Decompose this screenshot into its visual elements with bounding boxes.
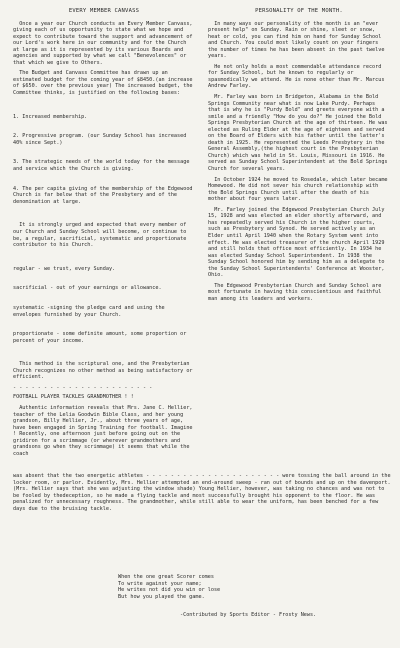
definition-item: systematic -signing the pledge card and using the envelopes furnished by your Church. (13, 304, 168, 318)
list-item: 3. The strategic needs of the world today for the message and service which the Church is giving. (13, 159, 193, 173)
list-item: 1. Increased membership. (13, 113, 88, 120)
list-item: 4. The per capita giving of the membership of the Edgewood Church is far below that of the Presbytery and of the denomination at large. (13, 185, 196, 205)
canvass-urge: It is strongly urged and expected that every member of our Church and Sunday School will become, or continue to be, a regular, sacrificial, systematic and proportionate contributor to his Church. (13, 222, 190, 249)
personality-name: He not only holds a most commendable attendance record for Sunday School, but he known to regularly or spasmodically we attend. He is none other than Mr. Marcus Andrew Farley. (208, 63, 388, 90)
canvass-intro: Once a year our Church conducts an Every Member Canvass, giving each of us opportunity to state what we hope and expect to contribute toward the support and advancement of our Lord's work here in our community and for the Church at large as it is represented by its various Boards and agencies and supported by what we call "Benevolences" or that which we give to Others. (13, 20, 196, 66)
right-column (208, 8, 390, 306)
personality-move: In October 1924 he moved to Rosedale, which later became Homewood. He did not sever his church relationship with the Bold Springs Church until after the death of his mother about four years later. (208, 176, 391, 203)
left-column (13, 8, 195, 461)
personality-biography: Mr. Farley was born in Bridgeton, Alabama in the Bold Springs Community near what is now Lake Purdy. Perhaps that is why he is "Purdy Bold" and greets everyone with a smile and a friendly "How do you do?" He joined the Bold Springs Presbyterian Church at the age of thirteen. He was elected as Ruling Elder at the age of eighteen and served on the Board of Elders with his father until the latter's death in 1925. He represented the Leeds Presbytery in the General Assembly,(the highest court in the Presbyterian Church) which was held in St. Louis, Missouri in 1916. He served as Sunday School Superintendent at the Bold Springs Church for several years. (208, 94, 391, 173)
personality-heading: PERSONALITY OF THE MONTH. (255, 8, 343, 14)
football-story: Authentic information reveals that Mrs. Jane C. Hellier, teacher of the Lelia Goodwin Bible Class, and her young grandson, Billy Hellier, Jr., about three years of age, have been engaged in Spring Training for football. Imagine ! Recently, one afternoon just before going out on the gridiron for a scrimmage (or wherever grandmothers and grandsons go when they scrimmage) it seems that while the coach (13, 405, 196, 457)
canvass-budget: The Budget and Canvass Committee has drawn up an estimated budget for the coming year of $8450.(an increase of $650. over the previous year) The increased budget, the Committee thinks, is justified on the following bases: (13, 70, 196, 97)
definition-item: sacrificial - out of your earnings or allowance. (13, 285, 162, 292)
sports-editor-credit: -Contributed by Sports Editor - Frosty News. (180, 612, 317, 618)
poem-line: When the one great Scorer comes (118, 574, 214, 580)
scriptural-method: This method is the scriptural one, and the Presbyterian Church recognizes no other method as being satisfactory or efficient. (13, 361, 196, 381)
football-story-wide: was absent that the two energetic athletes - - - - - - - - - - - - - - - - - - - - - - were tossing the ball around in the locker room, or parlor. Evidently, Mrs. Hellier attempted an end-around sweep - ran out of bounds and up on the davenport.(Mrs. Hellier says that she was adjusting the window shade) Young Hellier, however, was taking no chances and was not to be fooled by thedeception, so he made a flying tackle and most successfully brought his opponent to the floor. He was penalized for unnecessary roughness. The grandmother, while still able to wear the uniform, has been benched for a few days due to the bruising tackle. (13, 473, 394, 512)
canvass-bases-list (13, 101, 195, 219)
list-item: 2. Progressive program. (our Sunday School has increased 40% since Sept.) (13, 133, 190, 146)
definition-item: regular - we trust, every Sunday. (13, 265, 116, 272)
section-divider: - - - - - - - - - - - - - - - - - - - - - - - (13, 384, 153, 391)
personality-service: Mr. Farley joined the Edgewood Presbyterian Church July 15, 1928 and was elected an elder shortly afterward, and has repeatedly served his Church in the higher courts, such as Presbytery and Synod. He served actively as an Elder until April 1940 when the Rotary System went into effect. He was elected treasurer of the church April 1929 and still holds that office most efficiently. In 1934 he was elected Sunday School Superintendent. In 1938 the Sunday School honored him by sending him as a delegate to the Sunday School Superintendents' Conference at Wooster, Ohio. (208, 206, 388, 279)
football-heading: FOOTBALL PLAYER TACKLES GRANDMOTHER ! ! (13, 393, 134, 400)
personality-intro: In many ways our personality of the month is an "ever present help" on Sunday. Rain or shine, sleet or snow, heat or cold, you can find him on hand for Sunday School and Church. You could most likely count on your fingers the number of times he has been absent in the past twelve years. (208, 20, 388, 60)
poem-line: He writes not did you win or lose (118, 587, 221, 594)
personality-closing: The Edgewood Presbyterian Church and Sunday School are most fortunate in having this conscientious and faithful man among its leaders and workers. (208, 282, 385, 302)
poem (118, 574, 318, 600)
every-member-canvass-heading: EVERY MEMBER CANVASS (68, 8, 140, 14)
definition-item: proportionate - some definite amount, some proportion or percent of your income. (13, 331, 190, 344)
poem-line: To write against your name; (118, 580, 202, 587)
contribution-definitions (13, 253, 195, 358)
football-story-continued (13, 473, 394, 512)
poem-line: But how you played the game. (118, 593, 205, 600)
